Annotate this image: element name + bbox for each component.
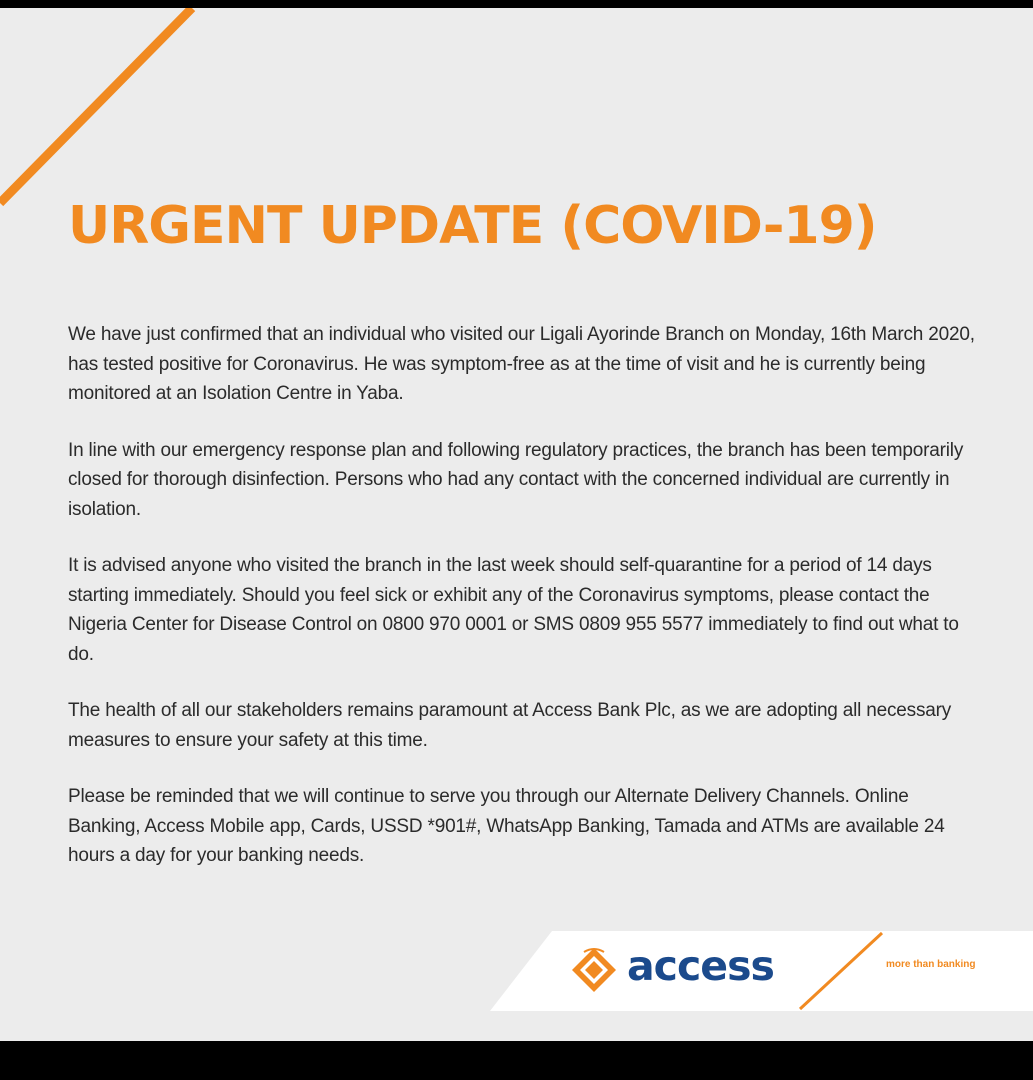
paragraph-branch-closure: In line with our emergency response plan and following regulatory practices, the branch has been temporarily closed for thorough disinfection. Persons who had any contact with the concerned individual are currently in isolation.	[68, 439, 964, 520]
paragraph-quarantine-advice: It is advised anyone who visited the branch in the last week should self-quarantine for a period of 14 days starting immediately. Should you feel sick or exhibit any of the Coronavirus symptoms, please contact the Nigeria Center for Disease Control on 0800 970 0001 or SMS 0809 955 5577 immediately to find out what to do.	[68, 555, 959, 665]
notice-page	[0, 8, 1033, 1041]
corner-stripe-decoration	[0, 8, 220, 218]
brand-wordmark: access	[627, 942, 774, 990]
paragraph-stakeholder-health: The health of all our stakeholders remains paramount at Access Bank Plc, as we are adopting all necessary measures to ensure your safety at this time.	[68, 700, 952, 751]
paragraph-confirmation: We have just confirmed that an individual who visited our Ligali Ayorinde Branch on Monday, 16th March 2020, has tested positive for Coronavirus. He was symptom-free as at the time of visit and he is currently being monitored at an Isolation Centre in Yaba.	[68, 324, 975, 404]
notice-body	[68, 320, 980, 898]
brand-tagline: more than banking	[886, 959, 976, 970]
diamond-logo-icon	[570, 946, 618, 994]
paragraph-alternate-channels: Please be reminded that we will continue to serve you through our Alternate Delivery Channels. Online Banking, Access Mobile app, Cards, USSD *901#, WhatsApp Banking, Tamada and ATMs are available 24 hours a day for your banking needs.	[68, 786, 945, 866]
headline: URGENT UPDATE (COVID-19)	[68, 196, 877, 256]
